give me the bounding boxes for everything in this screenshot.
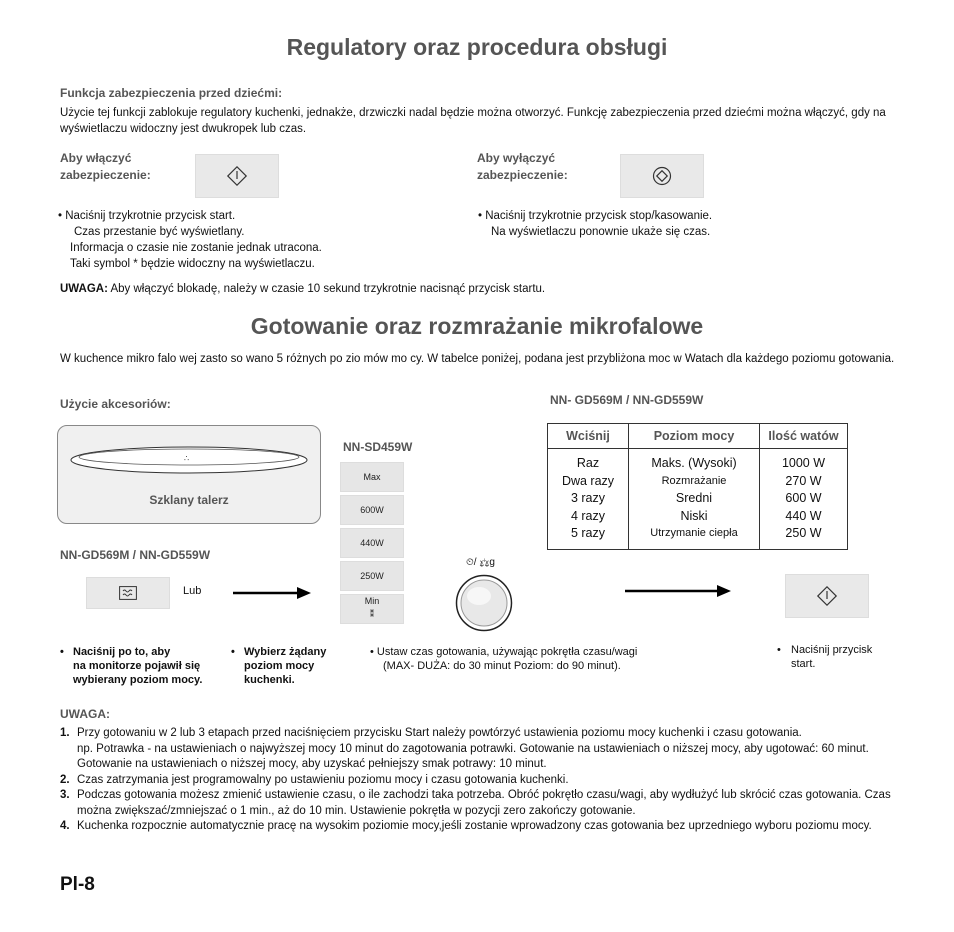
time-weight-dial[interactable] [455,574,513,632]
disable-line: Na wyświetlaczu ponownie ukaże się czas. [491,226,711,238]
section2-title: Gotowanie oraz rozmrażanie mikrofalowe [250,313,704,339]
step3-caption [370,645,637,673]
note-label: UWAGA: [60,283,108,295]
step3-line: (MAX- DUŻA: do 30 minut Poziom: do 90 minut). [383,660,621,672]
table-col-level [629,449,760,550]
step1-line: Naciśnij po to, aby [73,646,171,658]
table-header: Ilość watów [760,424,848,449]
microwave-intro: W kuchence mikro falo wej zasto so wano 5 różnych po zio mów mo cy. W tabelce poniżej, podana jest przybliżona moc w Watach dla każdego poziomu gotowania. [60,353,895,365]
enable-line: Czas przestanie być wyświetlany. [74,226,245,238]
step2-caption: • Wybierz żądany poziom mocy kuchenki. [231,646,327,686]
step1-line: na monitorze pojawił się [73,660,201,672]
power-button-250w[interactable]: 250W [340,561,404,591]
enable-label [60,150,151,184]
start-diamond-icon [816,585,838,607]
defrost-icon: ⁑ [369,609,375,619]
disable-label [477,150,568,184]
power-button-max[interactable]: Max [340,462,404,492]
table-col-press [548,449,629,550]
step4-line: start. [791,658,816,670]
note-item [60,788,900,819]
table-cell: Utrzymanie ciepła [650,527,738,539]
table-cell: 3 razy [570,491,606,505]
table-cell: 250 W [785,526,822,540]
glass-tray-label: Szklany talerz [149,493,229,507]
table-cell: 4 razy [570,508,606,523]
glass-tray-icon [66,440,312,480]
note-line: Czas zatrzymania jest programowalny po ustawieniu poziomu mocy i czasu gotowania kuchenki. [77,773,569,786]
start-button[interactable] [195,154,279,198]
table-cell: Raz [576,456,600,470]
note-line: Kuchenka rozpocznie automatycznie pracę na wysokim poziomie mocy,jeśli zostanie wprowadzony czas gotowania bez uprzedniego wyboru poziomu mocy. [77,820,872,832]
note-number: 1. [60,727,70,739]
start-diamond-icon [226,165,248,187]
power-table [547,423,848,550]
note-number: 3. [60,789,70,801]
child-lock-description: Użycie tej funkcji zablokuje regulatory kuchenki, jednakże, drzwiczki nadal będzie można otworzyć. Funkcję zabezpieczenia przed dziećmi można włączyć, gdy na wyświetlaczu widoczny jest dwukropek lub czas. [60,107,886,135]
stop-octagon-icon [651,165,673,187]
step4-line: Naciśnij przycisk [791,644,873,656]
micro-power-button[interactable] [86,577,170,609]
power-button-440w[interactable]: 440W [340,528,404,558]
model-left: NN-GD569M / NN-GD559W [60,548,211,562]
note-number: 2. [60,773,70,786]
step3-line: • Ustaw czas gotowania, używając pokrętła czasu/wagi [370,646,638,658]
note-text: Aby włączyć blokadę, należy w czasie 10 sekund trzykrotnie nacisnąć przycisk startu. [107,283,546,295]
note-line: Podczas gotowania możesz zmienić ustawienie czasu, o ile zachodzi taka potrzeba. Obróć pokrętło czasu/wagi, aby wydłużyć lub skrócić czas gotowania. Czas można zwiększać/zmniejszać o 1 min., aż do 10 min. Ustawienie pokrętła w pozycji zero zakończy gotowanie. [77,789,891,817]
table-cell: 440 W [785,508,822,523]
table-cell: Maks. (Wysoki) [651,456,737,470]
arrow-right-icon [233,585,311,601]
table-cell: Rozmrażanie [661,474,727,487]
table-cell: Niski [680,508,708,523]
disable-instructions [478,208,712,240]
table-header: Wciśnij [548,424,629,449]
start-button-step4[interactable] [785,574,869,618]
disable-label-line1: Aby wyłączyć [477,151,556,165]
power-button-min-label: Min [364,596,380,606]
enable-label-line1: Aby włączyć [60,151,132,165]
step2-line: kuchenki. [244,674,295,686]
section1-title: Regulatory oraz procedura obsługi [286,34,668,60]
notes-label: UWAGA: [60,707,110,721]
disable-bullet: • Naciśnij trzykrotnie przycisk stop/kasowanie. [478,210,713,222]
step2-line: poziom mocy [244,660,315,672]
table-cell: 1000 W [781,456,826,470]
svg-text:∴: ∴ [184,454,190,463]
model-top: NN-SD459W [343,440,413,454]
table-header: Poziom mocy [629,424,760,449]
child-lock-subtitle: Funkcja zabezpieczenia przed dziećmi: [60,86,283,100]
table-cell: 600 W [785,491,822,505]
note-item [60,819,900,835]
note-number: 4. [60,820,70,832]
glass-tray-box [57,425,321,524]
dial-label: ⏲/ ⚖g [466,557,495,568]
child-lock-note [60,281,545,297]
enable-instructions [58,208,322,272]
lub-label: Lub [183,585,202,597]
page-number: Pl-8 [60,874,95,895]
note-line: Przy gotowaniu w 2 lub 3 etapach przed naciśnięciem przycisku Start należy powtórzyć ustawienia poziomu mocy kuchenki i czasu gotowania. [77,727,802,739]
table-cell: 270 W [785,473,822,488]
model-table: NN- GD569M / NN-GD559W [550,393,704,407]
enable-line: Informacja o czasie nie zostanie jednak utracona. [70,242,322,254]
table-cell: Sredni [675,491,713,505]
power-button-600w[interactable]: 600W [340,495,404,525]
step1-line: wybierany poziom mocy. [73,674,203,686]
table-cell: 5 razy [570,526,606,540]
note-item [60,726,900,773]
enable-line: Taki symbol * będzie widoczny na wyświetlaczu. [70,258,315,270]
microwave-waves-icon [119,586,137,600]
table-cell: Dwa razy [561,473,615,488]
step1-caption: • Naciśnij po to, aby na monitorze pojawił się wybierany poziom mocy. [60,646,203,686]
enable-bullet: • Naciśnij trzykrotnie przycisk start. [58,210,236,222]
table-col-watts [760,449,848,550]
step2-line: Wybierz żądany [244,646,327,658]
enable-label-line2: zabezpieczenie: [60,168,151,182]
power-button-min[interactable] [340,594,404,624]
arrow-right-icon [625,583,731,599]
accessories-label: Użycie akcesoriów: [60,397,171,411]
notes-list [60,726,900,835]
note-line: Gotowanie na ustawieniach o niższej mocy, aby uzyskać pełniejszy smak potrawy: 10 minut. [77,758,547,770]
disable-label-line2: zabezpieczenie: [477,168,568,182]
stop-button[interactable] [620,154,704,198]
note-line: np. Potrawka - na ustawieniach o najwyższej mocy 10 minut do zagotowania potrawki. Gotowanie na ustawieniach o niższej mocy, aby ugotować: 60 minut. [77,742,869,755]
note-item [60,773,900,789]
step4-caption: • Naciśnij przycisk start. [777,644,873,670]
